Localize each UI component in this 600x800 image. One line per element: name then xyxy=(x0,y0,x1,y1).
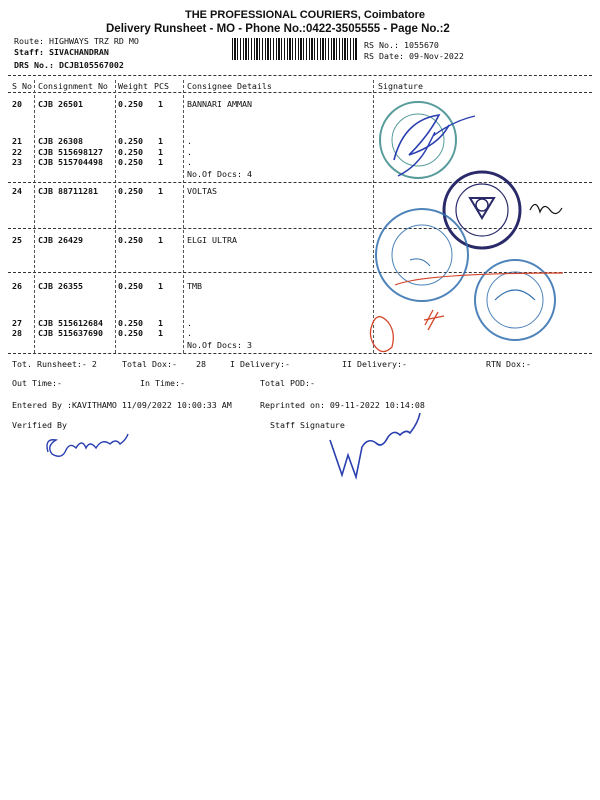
row-sno: 25 xyxy=(12,235,22,245)
row-pcs: 1 xyxy=(158,328,163,338)
col-header-sno: S No xyxy=(12,81,32,91)
verified-by-label: Verified By xyxy=(12,420,67,430)
row-consignee: VOLTAS xyxy=(187,186,217,196)
bannari-amman-stamp xyxy=(380,102,475,178)
row-consignee: . xyxy=(187,157,192,167)
row-consignee: . xyxy=(187,136,192,146)
company-name: THE PROFESSIONAL COURIERS, Coimbatore xyxy=(185,9,425,21)
row-sno: 27 xyxy=(12,318,22,328)
voltas-stamp xyxy=(444,172,520,248)
row-weight: 0.250 xyxy=(118,99,143,109)
col-header-pcs: PCS xyxy=(154,81,169,91)
runsheet-title: Delivery Runsheet - MO - Phone No.:0422-3505555 - Page No.:2 xyxy=(106,23,450,35)
row-pcs: 1 xyxy=(158,318,163,328)
entered-by: Entered By :KAVITHAMO 11/09/2022 10:00:33 AM xyxy=(12,400,232,410)
rs-number: RS No.: 1055670 xyxy=(364,40,439,50)
row-consignment: CJB 515612684 xyxy=(38,318,103,328)
row-sno: 24 xyxy=(12,186,22,196)
row-weight: 0.250 xyxy=(118,235,143,245)
second-delivery: II Delivery:- xyxy=(342,359,407,369)
verified-by-signature xyxy=(47,434,128,456)
row-pcs: 1 xyxy=(158,281,163,291)
rtn-dox: RTN Dox:- xyxy=(486,359,531,369)
voltas-signature xyxy=(530,204,562,213)
barcode xyxy=(232,38,358,60)
divider xyxy=(8,272,592,273)
row-consignment: CJB 515637690 xyxy=(38,328,103,338)
row-consignee: . xyxy=(187,318,192,328)
row-pcs: 1 xyxy=(158,157,163,167)
in-time: In Time:- xyxy=(140,378,185,388)
row-pcs: 1 xyxy=(158,136,163,146)
row-consignment: CJB 26355 xyxy=(38,281,83,291)
col-header-consignment: Consignment No xyxy=(38,81,108,91)
reprinted-on: Reprinted on: 09-11-2022 10:14:08 xyxy=(260,400,425,410)
row-consignee: BANNARI AMMAN xyxy=(187,99,252,109)
elgi-ultra-stamp xyxy=(376,209,468,301)
row-consignment: CJB 26429 xyxy=(38,235,83,245)
route-label: Route: HIGHWAYS TRZ RD MO xyxy=(14,36,139,46)
column-separator xyxy=(373,80,374,353)
row-consignee: . xyxy=(187,147,192,157)
row-sno: 23 xyxy=(12,157,22,167)
row-consignment: CJB 515698127 xyxy=(38,147,103,157)
row-weight: 0.250 xyxy=(118,147,143,157)
row-sno: 26 xyxy=(12,281,22,291)
col-header-signature: Signature xyxy=(378,81,423,91)
row-consignee: ELGI ULTRA xyxy=(187,235,237,245)
row-weight: 0.250 xyxy=(118,157,143,167)
row-consignment: CJB 88711281 xyxy=(38,186,98,196)
red-check-mark xyxy=(424,310,444,330)
total-dox-value: 28 xyxy=(196,359,206,369)
column-separator xyxy=(34,80,35,353)
row-consignee: TMB xyxy=(187,281,202,291)
divider xyxy=(8,92,592,93)
row-weight: 0.250 xyxy=(118,281,143,291)
docs-count: No.Of Docs: 3 xyxy=(187,340,252,350)
first-delivery: I Delivery:- xyxy=(230,359,290,369)
row-pcs: 1 xyxy=(158,99,163,109)
staff-signature-label: Staff Signature xyxy=(270,420,345,430)
row-weight: 0.250 xyxy=(118,186,143,196)
row-consignment: CJB 515704498 xyxy=(38,157,103,167)
total-dox-label: Total Dox:- xyxy=(122,359,177,369)
row-weight: 0.250 xyxy=(118,328,143,338)
row-consignment: CJB 26501 xyxy=(38,99,83,109)
divider xyxy=(8,75,592,76)
row-pcs: 1 xyxy=(158,186,163,196)
divider xyxy=(8,228,592,229)
col-header-weight: Weight xyxy=(118,81,148,91)
row-weight: 0.250 xyxy=(118,136,143,146)
row-pcs: 1 xyxy=(158,147,163,157)
row-sno: 22 xyxy=(12,147,22,157)
column-separator xyxy=(183,80,184,353)
divider xyxy=(8,353,592,354)
out-time: Out Time:- xyxy=(12,378,62,388)
drs-number: DRS No.: DCJB105567002 xyxy=(14,60,124,70)
row-consignment: CJB 26308 xyxy=(38,136,83,146)
divider xyxy=(8,182,592,183)
row-pcs: 1 xyxy=(158,235,163,245)
red-underline xyxy=(395,273,563,285)
row-consignee: . xyxy=(187,328,192,338)
staff-label: Staff: SIVACHANDRAN xyxy=(14,47,109,57)
row-sno: 21 xyxy=(12,136,22,146)
total-pod: Total POD:- xyxy=(260,378,315,388)
row-sno: 20 xyxy=(12,99,22,109)
row-weight: 0.250 xyxy=(118,318,143,328)
docs-count: No.Of Docs: 4 xyxy=(187,169,252,179)
column-separator xyxy=(115,80,116,353)
rs-date: RS Date: 09-Nov-2022 xyxy=(364,51,464,61)
total-runsheet: Tot. Runsheet:- 2 xyxy=(12,359,97,369)
row-sno: 28 xyxy=(12,328,22,338)
col-header-consignee: Consignee Details xyxy=(187,81,272,91)
